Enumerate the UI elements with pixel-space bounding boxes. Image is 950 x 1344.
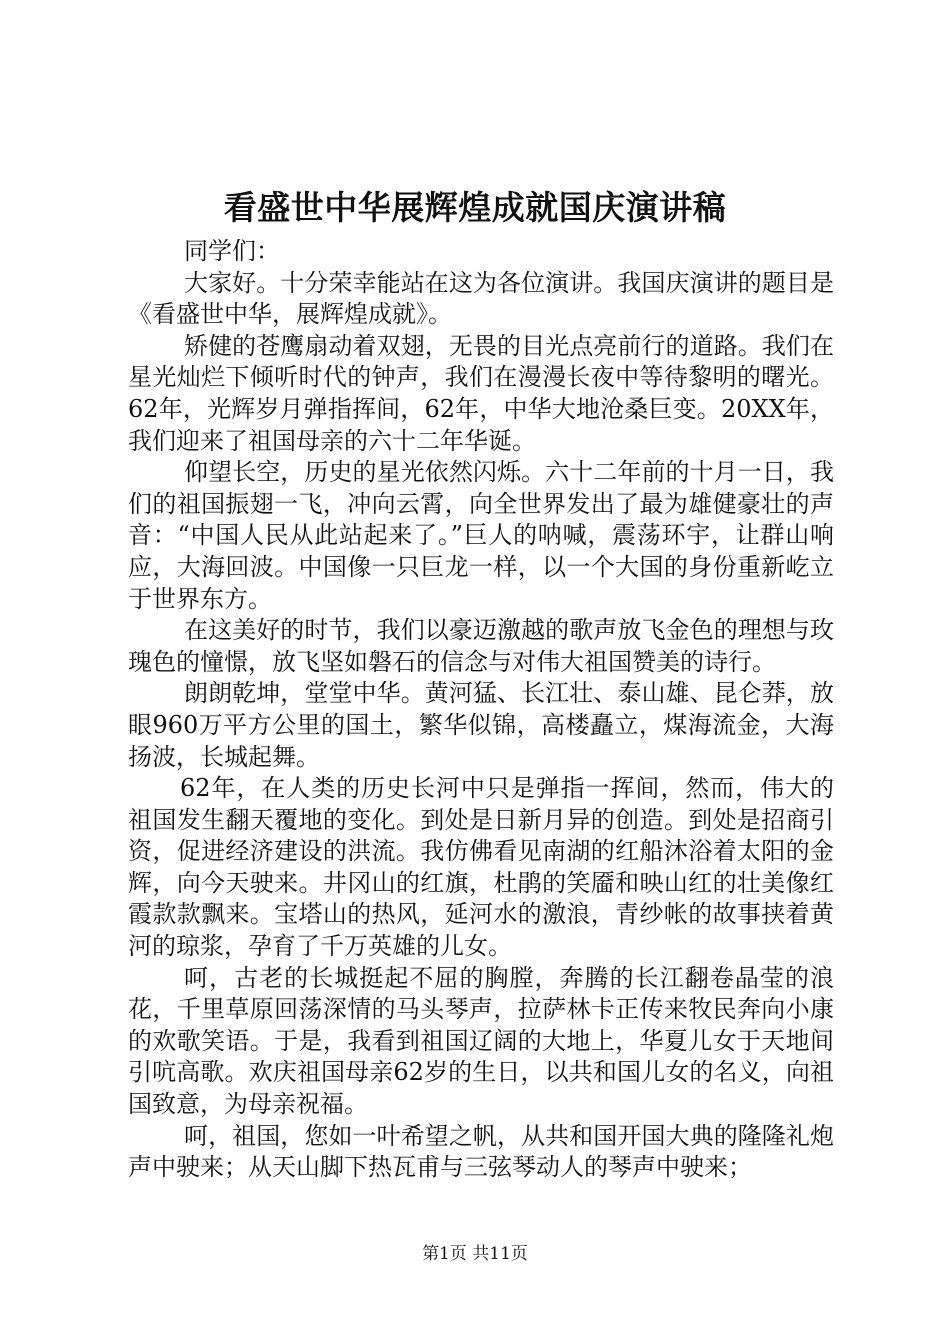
paragraph: 朗朗乾坤，堂堂中华。黄河猛、长江壮、泰山雄、昆仑莽，放眼960万平方公里的国土，繁华似锦，高楼矗立，煤海流金，大海扬波，长城起舞。: [128, 679, 834, 771]
paragraph: 大家好。十分荣幸能站在这为各位演讲。我国庆演讲的题目是《看盛世中华，展辉煌成就》。: [128, 268, 834, 329]
paragraph: 在这美好的时节，我们以豪迈激越的歌声放飞金色的理想与玫瑰色的憧憬，放飞坚如磐石的信念与对伟大祖国赞美的诗行。: [128, 616, 834, 676]
paragraph: 呵，古老的长城挺起不屈的胸膛，奔腾的长江翻卷晶莹的浪花，千里草原回荡深情的马头琴声，拉萨林卡正传来牧民奔向小康的欢歌笑语。于是，我看到祖国辽阔的大地上，华夏儿女于天地间引吭高歌。欢庆祖国母亲62岁的生日，以共和国儿女的名义，向祖国致意，为母亲祝福。: [128, 963, 834, 1119]
document-body: [128, 236, 834, 1184]
document-title: 看盛世中华展辉煌成就国庆演讲稿: [223, 188, 727, 227]
paragraph: 矫健的苍鹰扇动着双翅，无畏的目光点亮前行的道路。我们在星光灿烂下倾听时代的钟声，我们在漫漫长夜中等待黎明的曙光。62年，光辉岁月弹指挥间，62年，中华大地沧桑巨变。20XX年，我们迎来了祖国母亲的六十二年华诞。: [128, 331, 834, 455]
paragraph-greeting: 同学们：: [184, 237, 280, 265]
paragraph: 62年，在人类的历史长河中只是弹指一挥间，然而，伟大的祖国发生翻天覆地的变化。到处是日新月异的创造。到处是招商引资，促进经济建设的洪流。我仿佛看见南湖的红船沐浴着太阳的金辉，向今天驶来。井冈山的红旗，杜鹃的笑靥和映山红的壮美像红霞款款飘来。宝塔山的热风，延河水的激浪，青纱帐的故事挟着黄河的琼浆，孕育了千万英雄的儿女。: [128, 774, 834, 961]
page-number-footer: 第1页 共11页: [422, 1244, 528, 1264]
paragraph: 呵，祖国，您如一叶希望之帆，从共和国开国大典的隆隆礼炮声中驶来；从天山脚下热瓦甫与三弦琴动人的琴声中驶来；: [128, 1121, 834, 1182]
paragraph: 仰望长空，历史的星光依然闪烁。六十二年前的十月一日，我们的祖国振翅一飞，冲向云霄，向全世界发出了最为雄健豪壮的声音：“中国人民从此站起来了。”巨人的呐喊，震荡环宇，让群山响应，大海回波。中国像一只巨龙一样，以一个大国的身份重新屹立于世界东方。: [128, 458, 834, 613]
